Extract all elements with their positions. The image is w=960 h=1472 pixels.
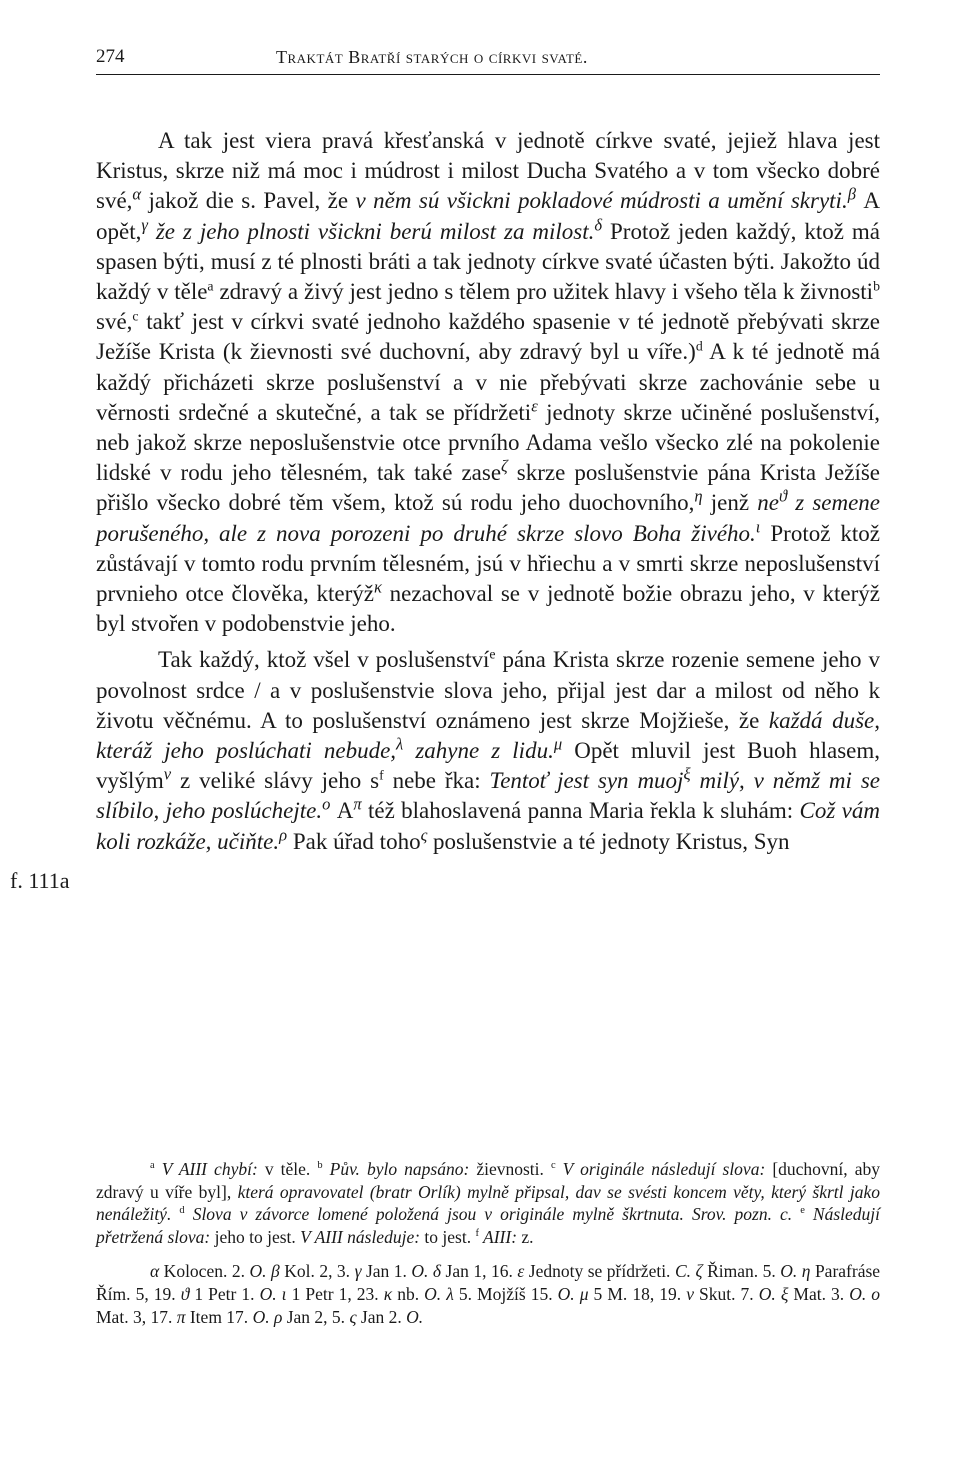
text-run: 5. Mojžíš 15.: [453, 1283, 558, 1304]
italic-run: V AIII chybí:: [154, 1159, 258, 1179]
italic-run: O.: [424, 1283, 442, 1304]
note-marker: b: [317, 1160, 323, 1172]
italic-run: O.: [406, 1306, 424, 1327]
italic-run: zahyne z lidu.: [415, 738, 554, 764]
text-run: A k té jednotě má každý přicházeti skrze poslušenství a v nie přebývati skrze zachovánie sebe u věrnosti srdečné a skutečné, a tak se přídržeti: [96, 339, 880, 425]
paragraph: [96, 126, 880, 639]
note-marker: d: [695, 338, 703, 354]
italic-run: O.: [780, 1261, 798, 1282]
italic-run: ρ: [273, 1306, 283, 1327]
reference-marker: β: [847, 184, 856, 204]
text-run: žievnosti.: [469, 1159, 551, 1179]
reference-marker: ε: [531, 396, 538, 416]
text-run: takť jest v církvi svaté jednoho každého spasenie v té jednotě přebývati skrze Ježíše Krista (k žievnosti své duchovní, aby zdravý byl u víře.): [96, 309, 880, 365]
running-header: [96, 46, 880, 75]
italic-run: že z jeho plnosti všickni berú milost za milost.: [155, 218, 595, 244]
text-run: jenž: [702, 490, 758, 516]
italic-run: ξ: [780, 1283, 789, 1304]
text-run: A: [330, 798, 354, 824]
text-run: z veliké slávy jeho s: [171, 768, 380, 794]
italic-run: která opravovatel (bratr Orlík) mylně připsal, dav se svésti koncem věty, který škrtl jako nenáležitý.: [96, 1181, 880, 1225]
italic-run: ne: [757, 490, 779, 516]
text-run: z.: [517, 1226, 534, 1247]
reference-marker: ξ: [683, 764, 691, 784]
note-marker: b: [873, 278, 880, 294]
italic-run: β: [270, 1261, 280, 1282]
text-run: Jednoty se přídržeti.: [524, 1261, 675, 1282]
text-run: [403, 738, 415, 763]
note-marker: a: [150, 1160, 155, 1172]
italic-run: ν: [686, 1283, 694, 1304]
italic-run: Pův. bylo napsáno:: [322, 1159, 470, 1179]
reference-marker: ς: [420, 825, 428, 845]
reference-marker: α: [132, 184, 142, 204]
text-run: v těle.: [257, 1159, 318, 1179]
footnotes: [96, 1158, 880, 1328]
text-run: 5 M. 18, 19.: [588, 1283, 687, 1304]
italic-run: V AIII následuje:: [300, 1226, 421, 1247]
text-run: jeho to jest.: [210, 1226, 301, 1247]
italic-run: ε: [517, 1261, 525, 1282]
text-run: A opět,: [96, 188, 880, 244]
italic-run: C.: [674, 1261, 691, 1282]
reference-marker: ο: [322, 794, 331, 814]
text-run: Kol. 2, 3.: [279, 1261, 355, 1282]
source-references: [96, 1260, 880, 1328]
italic-run: O.: [758, 1283, 776, 1304]
note-marker: c: [132, 308, 139, 324]
text-run: [792, 1204, 800, 1224]
text-run: Řiman. 5.: [702, 1261, 781, 1282]
text-run: Skut. 7.: [693, 1283, 759, 1304]
text-run: Kolocen. 2.: [159, 1261, 250, 1282]
text-run: 1 Petr 1.: [189, 1283, 260, 1304]
italic-run: v něm sú všickni pokladové múdrosti a umění skryti.: [355, 188, 848, 214]
reference-marker: μ: [553, 734, 563, 754]
text-run: nb.: [392, 1283, 425, 1304]
italic-run: z semene porušeného, ale z nova porozeni po druhé skrze slovo Boha živého.: [96, 490, 881, 546]
text-run: Jan 1, 16.: [441, 1261, 518, 1282]
text-run: Mat. 3, 17.: [96, 1306, 177, 1327]
reference-marker: γ: [141, 214, 148, 234]
italic-run: milý, v němž mi se slíbilo, jeho poslúchejte.: [96, 768, 880, 824]
page-number: 274: [96, 46, 125, 67]
note-marker: a: [207, 278, 214, 294]
text-run: Opět mluvil jest Buoh hlasem, vyšlým: [96, 738, 880, 794]
italic-run: každá duše, kteráž jeho poslúchati nebude,: [96, 707, 880, 764]
italic-run: γ: [354, 1261, 362, 1282]
italic-run: ι: [281, 1283, 287, 1304]
folio-margin-note: f. 111a: [10, 868, 70, 893]
reference-marker: ν: [163, 764, 172, 784]
italic-run: O.: [557, 1283, 575, 1304]
italic-run: η: [801, 1261, 811, 1282]
reference-marker: δ: [594, 214, 603, 234]
italic-run: ς: [349, 1306, 357, 1327]
text-run: Protož jeden každý, ktož má spasen býti, musí z té plnosti bráti a tak jednoty církve svaté účasten býti. Jakožto úd každý v těle: [96, 218, 880, 305]
italic-run: Následují přetržená slova:: [96, 1204, 881, 1247]
text-run: [787, 490, 795, 515]
text-run: Tak každý, ktož všel v poslušenství: [158, 647, 490, 673]
paragraph: [96, 645, 880, 856]
italic-run: AIII:: [478, 1226, 518, 1247]
italic-run: ζ: [695, 1261, 703, 1282]
text-run: zdravý a živý jest jedno s tělem pro užitek hlavy i všeho těla k živnosti: [213, 279, 874, 305]
italic-run: Tentoť jest syn muoj: [489, 768, 684, 794]
reference-marker: ϑ: [778, 486, 788, 506]
text-run: jednoty skrze učiněné poslušenství, neb jakož skrze neposlušenstvie otce prvního Adama vešlo všecko zlé na pokolenie lidské v rodu jeho tělesném, tak také zase: [96, 399, 880, 486]
note-marker: d: [179, 1205, 185, 1217]
italic-run: Což vám koli rozkáže, učiňte.: [96, 798, 880, 854]
text-run: též blahoslavená panna Maria řekla k sluhám:: [361, 798, 800, 824]
text-run: Protož ktož zůstávají v tomto rodu prvním tělesném, jsú v hřiechu a v smrti skrze neposlušenství prvnieho otce člověka, kterýž: [96, 520, 880, 607]
running-title: Traktát Bratří starých o církvi svaté.: [276, 47, 588, 67]
note-marker: e: [800, 1205, 805, 1217]
note-marker: c: [550, 1160, 556, 1172]
reference-marker: λ: [396, 734, 404, 754]
reference-marker: η: [694, 486, 703, 506]
italic-run: λ: [446, 1283, 454, 1304]
main-text: [96, 126, 880, 857]
italic-run: ο: [871, 1283, 881, 1304]
text-run: nezachoval se v jednotě božie obrazu jeho, v kterýž byl stvořen v podobenstvie jeho.: [96, 581, 880, 637]
text-run: A tak jest viera pravá křesťanská v jednotě církve svaté, jejiež hlava jest Kristus, skrze niž má moc i múdrost i milost Ducha Svatého a v tom všecko dobré své,: [96, 128, 880, 214]
text-run: 1 Petr 1, 23.: [286, 1283, 384, 1304]
italic-run: O.: [259, 1283, 277, 1304]
text-run: [duchovní, aby zdravý u víře byl],: [96, 1159, 880, 1202]
reference-marker: ρ: [279, 825, 288, 845]
italic-run: ϑ: [180, 1283, 190, 1304]
italic-run: α: [150, 1261, 160, 1282]
text-run: své,: [96, 309, 133, 335]
text-run: [148, 219, 156, 244]
italic-run: π: [176, 1306, 186, 1327]
note-marker: f: [475, 1227, 479, 1239]
textual-notes: [96, 1158, 880, 1248]
italic-run: O.: [252, 1306, 270, 1327]
italic-run: V originále následují slova:: [555, 1159, 766, 1179]
text-run: Jan 2.: [356, 1306, 407, 1327]
italic-run: κ: [383, 1283, 393, 1304]
text-run: to jest.: [420, 1226, 476, 1247]
text-run: jakož die s. Pavel, že: [141, 188, 356, 214]
reference-marker: π: [353, 794, 362, 814]
text-run: poslušenstvie a té jednoty Kristus, Syn: [427, 828, 790, 854]
text-run: nebe řka:: [383, 768, 490, 794]
italic-run: O.: [249, 1261, 267, 1282]
note-marker: e: [489, 646, 496, 662]
reference-marker: ι: [755, 516, 761, 536]
italic-run: O.: [411, 1261, 429, 1282]
text-run: Jan 2, 5.: [282, 1306, 350, 1327]
italic-run: Slova v závorce lomené položená jsou v originále mylně škrtnuta. Srov. pozn. c.: [184, 1204, 793, 1225]
italic-run: μ: [579, 1283, 589, 1304]
italic-run: O.: [849, 1283, 867, 1304]
italic-run: δ: [432, 1261, 442, 1282]
reference-marker: κ: [373, 577, 382, 597]
reference-marker: ζ: [501, 456, 508, 476]
text-run: Jan 1.: [361, 1261, 412, 1282]
text-run: Parafráse Řím. 5, 19.: [96, 1261, 881, 1304]
text-run: Pak úřad toho: [287, 828, 421, 854]
text-run: skrze poslušenstvie pána Krista Ježíše přišlo všecko dobré těm všem, ktož sú rodu jeho duochovního,: [96, 460, 880, 516]
note-marker: f: [379, 767, 384, 783]
text-run: Mat. 3.: [788, 1283, 850, 1304]
text-run: pána Krista skrze rozenie semene jeho v povolnost srdce / a v poslušenstvie slova jeho, přijal jest dar a milost od něho k životu věčnému. A to poslušenství oznámeno jest skrze Mojžieše, že: [96, 647, 880, 733]
text-run: Item 17.: [185, 1306, 253, 1327]
